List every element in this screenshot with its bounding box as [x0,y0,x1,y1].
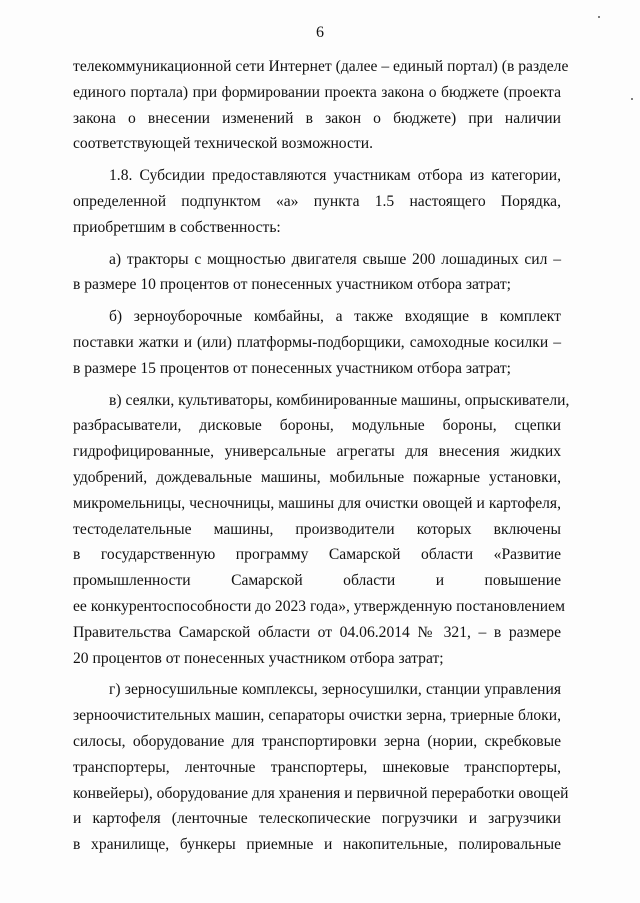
text-line: транспортеры, ленточные транспортеры, шнековые транспортеры, [73,758,561,776]
paragraph-p-a [73,247,561,299]
document-body [73,54,570,858]
paragraph-intro [73,54,569,157]
text-line: поставки жатки и (или) платформы-подборщики, самоходные косилки – [73,333,561,351]
paragraph-p-g [73,677,569,858]
text-line: в) сеялки, культиваторы, комбинированные машины, опрыскиватели, [109,391,570,409]
text-line: в размере 15 процентов от понесенных участником отбора затрат; [73,359,511,377]
text-line: 20 процентов от понесенных участником отбора затрат; [73,649,444,667]
text-line: тестоделательные машины, производители которых включены [73,520,561,538]
paragraph-p-b [73,304,561,381]
text-line: микромельницы, чесночницы, машины для очистки овощей и картофеля, [73,494,561,512]
text-line: и картофеля (ленточные телескопические погрузчики и загрузчики [73,810,561,828]
scan-speck [631,98,633,100]
text-line: зерноочистительных машин, сепараторы очистки зерна, триерные блоки, [73,707,561,725]
text-line: б) зерноуборочные комбайны, а также входящие в комплект [109,308,561,326]
text-line: в хранилище, бункеры приемные и накопительные, полировальные [73,836,561,854]
text-line: г) зерносушильные комплексы, зерносушилки, станции управления [109,681,561,699]
text-line: силосы, оборудование для транспортировки зерна (нории, скребковые [73,732,561,750]
text-line: разбрасыватели, дисковые бороны, модульные бороны, сцепки [73,417,561,435]
text-line: Правительства Самарской области от 04.06.2014 № 321, – в размере [73,623,561,641]
text-line: телекоммуникационной сети Интернет (далее – единый портал) (в разделе [73,58,569,75]
text-line: а) тракторы с мощностью двигателя свыше 200 лошадиных сил – [109,250,561,268]
text-line: единого портала) при формировании проекта закона о бюджете (проекта [73,83,561,101]
text-line: ее конкурентоспособности до 2023 года», утвержденную постановлением [73,597,565,615]
text-line: приобретшим в собственность: [73,218,281,236]
text-line: определенной подпунктом «а» пункта 1.5 настоящего Порядка, [73,192,561,210]
page-number: 6 [316,24,324,41]
paragraph-p-1-8 [73,163,561,240]
text-line: закона о внесении изменений в закон о бюджете) при наличии [73,109,561,127]
text-line: удобрений, дождевальные машины, мобильные пожарные установки, [73,468,561,486]
text-line: в размере 10 процентов от понесенных участником отбора затрат; [73,276,511,294]
paragraph-p-v [73,388,570,672]
text-line: конвейеры), оборудование для хранения и первичной переработки овощей [73,784,569,802]
text-line: промышленности Самарской области и повышение [73,572,561,590]
text-line: в государственную программу Самарской области «Развитие [73,546,561,564]
text-line: соответствующей технической возможности. [73,135,373,153]
text-line: гидрофицированные, универсальные агрегаты для внесения жидких [73,443,561,461]
scan-speck [598,16,600,18]
text-line: 1.8. Субсидии предоставляются участникам отбора из категории, [109,167,561,185]
